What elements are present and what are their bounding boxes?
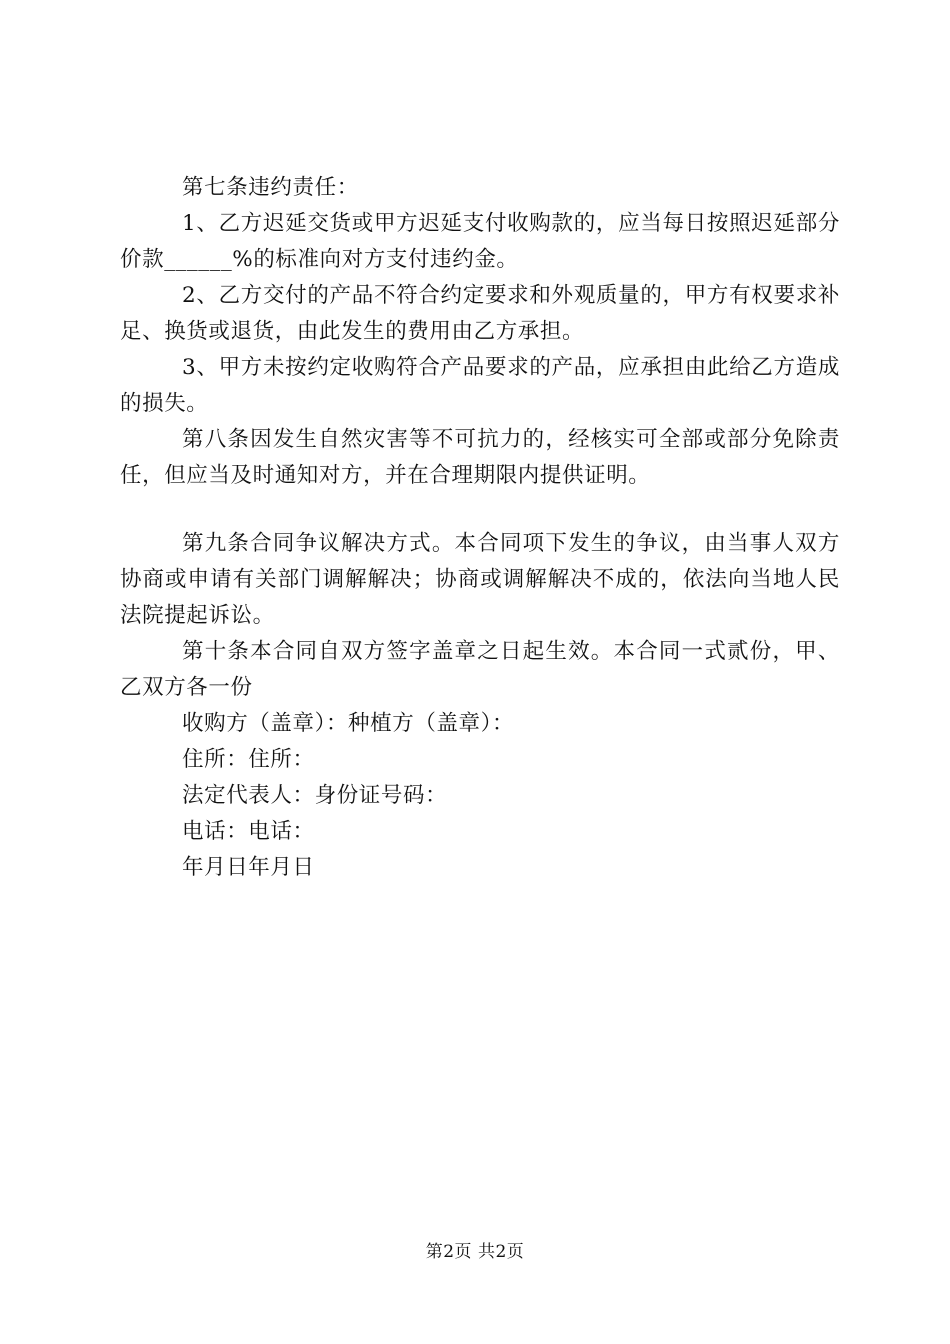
signature-address-line: 住所：住所： <box>182 747 315 772</box>
article-9: 第九条合同争议解决方式。本合同项下发生的争议，由当事人双方协商或申请有关部门调解解决；协商或调解解决不成的，依法向当地人民法院提起诉讼。 <box>120 531 840 628</box>
article-8: 第八条因发生自然灾害等不可抗力的，经核实可全部或部分免除责任，但应当及时通知对方，并在合理期限内提供证明。 <box>120 427 840 488</box>
document-body <box>120 170 840 886</box>
signature-phone-line: 电话：电话： <box>182 819 315 844</box>
article-10: 第十条本合同自双方签字盖章之日起生效。本合同一式贰份，甲、乙双方各一份 <box>120 639 840 700</box>
page-number-footer: 第2页 共2页 <box>425 1242 525 1262</box>
article-7-clause-3: 3、甲方未按约定收购符合产品要求的产品，应承担由此给乙方造成的损失。 <box>120 355 840 416</box>
signature-representative-line: 法定代表人：身份证号码： <box>182 783 448 808</box>
signature-date-line: 年月日年月日 <box>182 855 315 880</box>
article-7-clause-1: 1、乙方迟延交货或甲方迟延支付收购款的，应当每日按照迟延部分价款______%的标准向对方支付违约金。 <box>120 211 840 272</box>
article-7-heading: 第七条违约责任： <box>182 175 359 200</box>
article-7-clause-2: 2、乙方交付的产品不符合约定要求和外观质量的，甲方有权要求补足、换货或退货，由此发生的费用由乙方承担。 <box>120 283 840 344</box>
signature-parties-line: 收购方（盖章）：种植方（盖章）： <box>182 711 515 736</box>
